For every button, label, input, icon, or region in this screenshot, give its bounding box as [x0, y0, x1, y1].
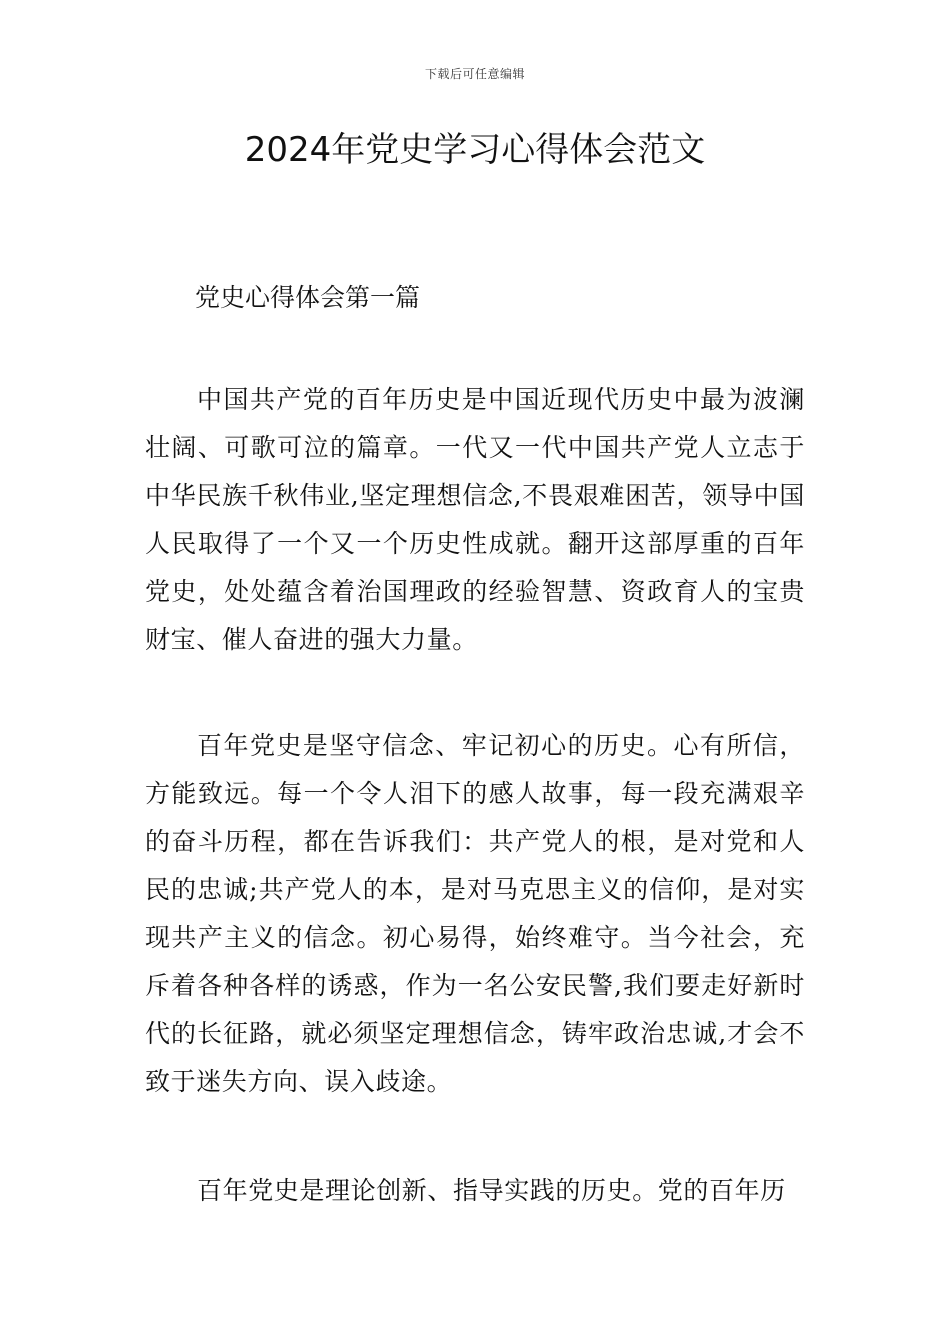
paragraph-2: 百年党史是坚守信念、牢记初心的历史。心有所信，方能致远。每一个令人泪下的感人故事，每一段充满艰辛的奋斗历程，都在告诉我们：共产党人的根，是对党和人民的忠诚;共产党人的本，是对马克思主义的信仰，是对实现共产主义的信念。初心易得，始终难守。当今社会，充斥着各种各样的诱惑，作为一名公安民警,我们要走好新时代的长征路，就必须坚定理想信念，铸牢政治忠诚,才会不致于迷失方向、误入歧途。: [145, 731, 805, 1096]
document-title: 2024年党史学习心得体会范文: [244, 130, 706, 170]
section-heading: 党史心得体会第一篇: [195, 283, 421, 312]
paragraph-1: 中国共产党的百年历史是中国近现代历史中最为波澜壮阔、可歌可泣的篇章。一代又一代中国共产党人立志于中华民族千秋伟业,坚定理想信念,不畏艰难困苦，领导中国人民取得了一个又一个历史性成就。翻开这部厚重的百年党史，处处蕴含着治国理政的经验智慧、资政育人的宝贵财宝、催人奋进的强大力量。: [145, 385, 805, 654]
paragraph-3: 百年党史是理论创新、指导实践的历史。党的百年历: [197, 1176, 786, 1205]
header-watermark: 下载后可任意编辑: [424, 67, 525, 81]
